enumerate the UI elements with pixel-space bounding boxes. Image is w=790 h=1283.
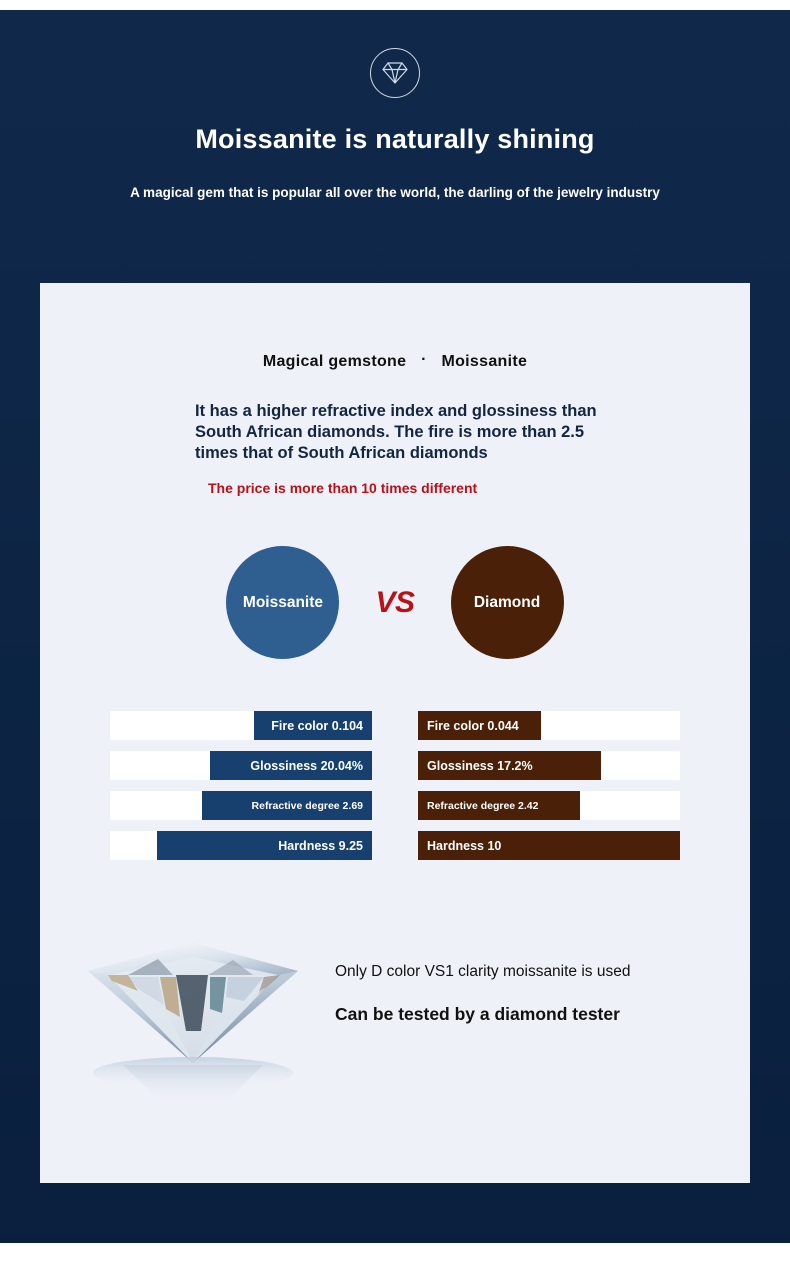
bar-fill (418, 791, 580, 820)
bar-fill (254, 711, 372, 740)
price-note: The price is more than 10 times different (208, 480, 478, 496)
bar-row (110, 831, 372, 860)
eyebrow-separator: · (421, 351, 427, 368)
bar-label: Fire color 0.044 (427, 718, 519, 733)
bar-fill (202, 791, 372, 820)
vs-label: VS (375, 585, 415, 619)
footer-line-1: Only D color VS1 clarity moissanite is used (335, 963, 631, 980)
diamond-bar-column (418, 711, 680, 871)
bar-row (418, 831, 680, 860)
bottom-white-strip (0, 1243, 790, 1283)
comparison-header (40, 546, 750, 659)
bar-row (418, 751, 680, 780)
eyebrow-right-text: Moissanite (441, 353, 528, 370)
bar-fill (157, 831, 372, 860)
diamond-circle (451, 546, 564, 659)
diamond-photo (68, 913, 318, 1118)
bar-row (418, 791, 680, 820)
card-eyebrow (40, 353, 750, 371)
top-white-strip (0, 0, 790, 10)
bar-row (418, 711, 680, 740)
bar-label: Glossiness 17.2% (427, 758, 533, 773)
bar-fill (418, 831, 680, 860)
page-subtitle: A magical gem that is popular all over the world, the darling of the jewelry industry (130, 185, 660, 200)
eyebrow-left-text: Magical gemstone (262, 353, 407, 370)
comparison-bars (40, 711, 750, 871)
bar-fill (418, 711, 541, 740)
footer-text-block (335, 963, 735, 1025)
diamond-icon (370, 48, 420, 98)
bar-label: Glossiness 20.04% (250, 758, 363, 773)
bar-label: Hardness 9.25 (278, 838, 363, 853)
moissanite-circle (226, 546, 339, 659)
moissanite-bar-column (110, 711, 372, 871)
bar-fill (418, 751, 601, 780)
hero-section (0, 10, 790, 200)
bar-fill (210, 751, 372, 780)
bar-label: Hardness 10 (427, 838, 502, 853)
footer-line-2: Can be tested by a diamond tester (335, 1004, 620, 1024)
diamond-circle-label: Diamond (473, 593, 541, 611)
bar-label: Refractive degree 2.42 (427, 799, 539, 812)
description-text: It has a higher refractive index and glossiness than South African diamonds. The fire is more than 2.5 times that of South African diamonds (195, 402, 597, 462)
card-footer (40, 913, 750, 1128)
bar-row (110, 751, 372, 780)
content-card (40, 283, 750, 1183)
bar-label: Refractive degree 2.69 (251, 799, 363, 812)
moissanite-circle-label: Moissanite (242, 593, 324, 611)
bar-label: Fire color 0.104 (271, 718, 363, 733)
page-title: Moissanite is naturally shining (195, 124, 595, 154)
bar-row (110, 791, 372, 820)
bar-row (110, 711, 372, 740)
